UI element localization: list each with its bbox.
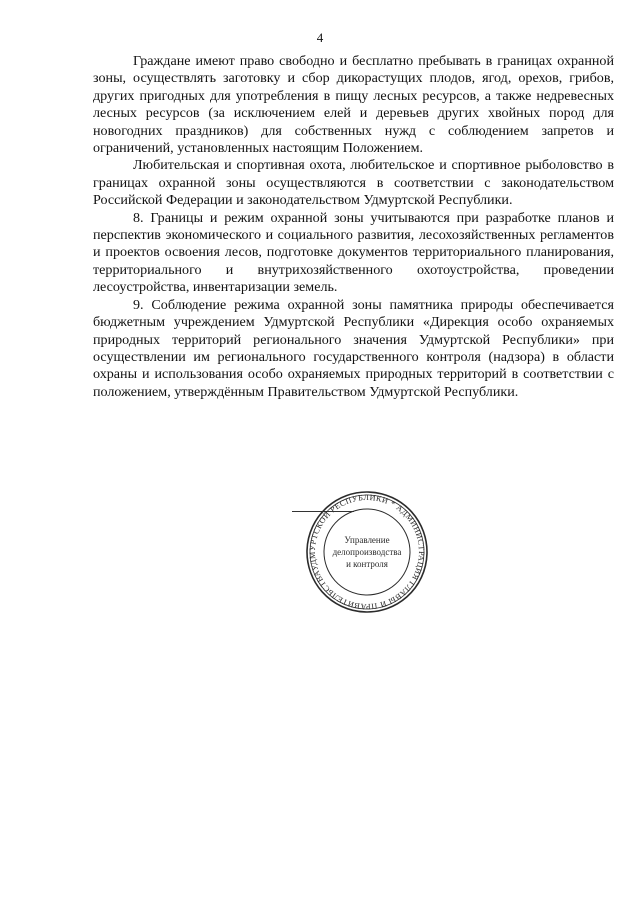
stamp-inner-line-3: и контроля bbox=[346, 559, 388, 569]
paragraph-hunting-fishing: Любительская и спортивная охота, любительское и спортивное рыболовство в границах охранной зоны осуществляются в соответствии с законодательством Российской Федерации и законодательством Удмуртской Республики. bbox=[93, 157, 614, 209]
stamp-inner-line-2: делопроизводства bbox=[332, 547, 402, 557]
stamp-seal-graphic bbox=[292, 488, 442, 616]
official-stamp bbox=[292, 488, 442, 616]
paragraph-8-boundaries: 8. Границы и режим охранной зоны учитываются при разработке планов и перспектив экономического и социального развития, лесохозяйственных регламентов и проектов освоения лесов, подготовке документов территориального планирования, территориального и внутрихозяйственного охотоустройства, проведении лесоустройства, инвентаризации земель. bbox=[93, 209, 614, 296]
stamp-ring-text: УДМУРТСКОЙ РЕСПУБЛИКИ * АДМИНИСТРАЦИЯ ГЛАВЫ И ПРАВИТЕЛЬСТВА bbox=[307, 492, 427, 612]
stamp-inner-line-1: Управление bbox=[344, 535, 390, 545]
paragraph-citizens-rights: Граждане имеют право свободно и бесплатно пребывать в границах охранной зоны, осуществлять заготовку и сбор дикорастущих плодов, ягод, орехов, грибов, других пригодных для употребления в пищу лесных ресурсов, а также недревесных лесных ресурсов (за исключением елей и деревьев других хвойных пород для новогодних праздников) для собственных нужд с соблюдением запретов и ограничений, установленных настоящим Положением. bbox=[93, 53, 614, 157]
page-number: 4 bbox=[316, 30, 324, 45]
document-body bbox=[93, 53, 614, 401]
paragraph-9-compliance: 9. Соблюдение режима охранной зоны памятника природы обеспечивается бюджетным учреждением Удмуртской Республики «Дирекция особо охраняемых природных территорий регионального значения Удмуртской Республики» при осуществлении им регионального государственного контроля (надзора) в области охраны и использования особо охраняемых природных территорий в соответствии с положением, утверждённым Правительством Удмуртской Республики. bbox=[93, 296, 614, 400]
